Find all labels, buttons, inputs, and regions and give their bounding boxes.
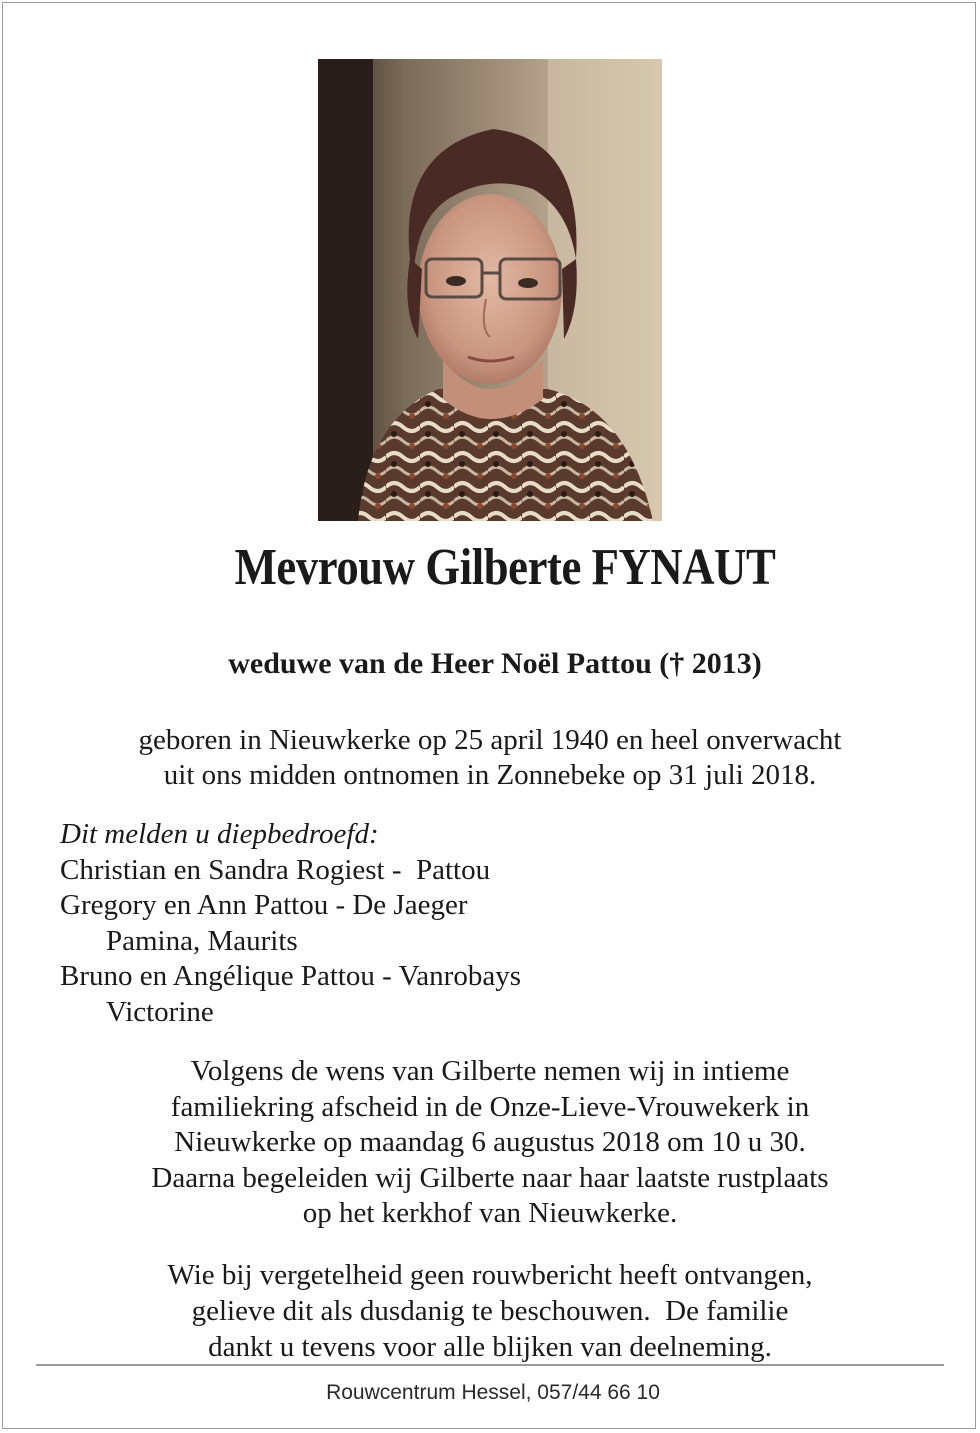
ceremony-paragraph [0, 1054, 980, 1232]
ceremony-line: familiekring afscheid in de Onze-Lieve-Vrouwekerk in [170, 1090, 810, 1123]
family-member: Christian en Sandra Rogiest - Pattou [60, 853, 491, 886]
ceremony-line: Nieuwkerke op maandag 6 augustus 2018 om 10 u 30. [174, 1126, 806, 1158]
widow-line: weduwe van de Heer Noël Pattou († 2013) [228, 647, 762, 680]
ceremony-line: Daarna begeleiden wij Gilberte naar haar laatste rustplaats [151, 1161, 829, 1194]
portrait-photo [318, 59, 662, 521]
footer-divider [36, 1364, 944, 1366]
funeral-home-footer: Rouwcentrum Hessel, 057/44 66 10 [326, 1381, 660, 1404]
closing-line: gelieve dit als dusdanig te beschouwen. De familie [191, 1295, 789, 1327]
portrait-illustration [318, 59, 662, 521]
ceremony-line: Volgens de wens van Gilberte nemen wij in intieme [190, 1055, 790, 1087]
birth-line-2: uit ons midden ontnomen in Zonnebeke op 31 juli 2018. [163, 759, 817, 791]
deceased-name: Mevrouw Gilberte FYNAUT [234, 539, 776, 596]
closing-line: Wie bij vergetelheid geen rouwbericht heeft ontvangen, [167, 1259, 813, 1291]
family-intro: Dit melden u diepbedroefd: [60, 818, 379, 850]
closing-paragraph [0, 1257, 980, 1365]
family-member: Gregory en Ann Pattou - De Jaeger [60, 889, 468, 921]
ceremony-line: op het kerkhof van Nieuwkerke. [302, 1197, 678, 1229]
family-member-child: Pamina, Maurits [106, 924, 298, 957]
birth-death-paragraph [0, 723, 980, 793]
family-member-child: Victorine [106, 995, 214, 1028]
birth-line-1: geboren in Nieuwkerke op 25 april 1940 en heel onverwacht [138, 724, 842, 756]
family-list [60, 817, 521, 1030]
closing-line: dankt u tevens voor alle blijken van deelneming. [208, 1331, 772, 1363]
family-member: Bruno en Angélique Pattou - Vanrobays [60, 960, 521, 992]
